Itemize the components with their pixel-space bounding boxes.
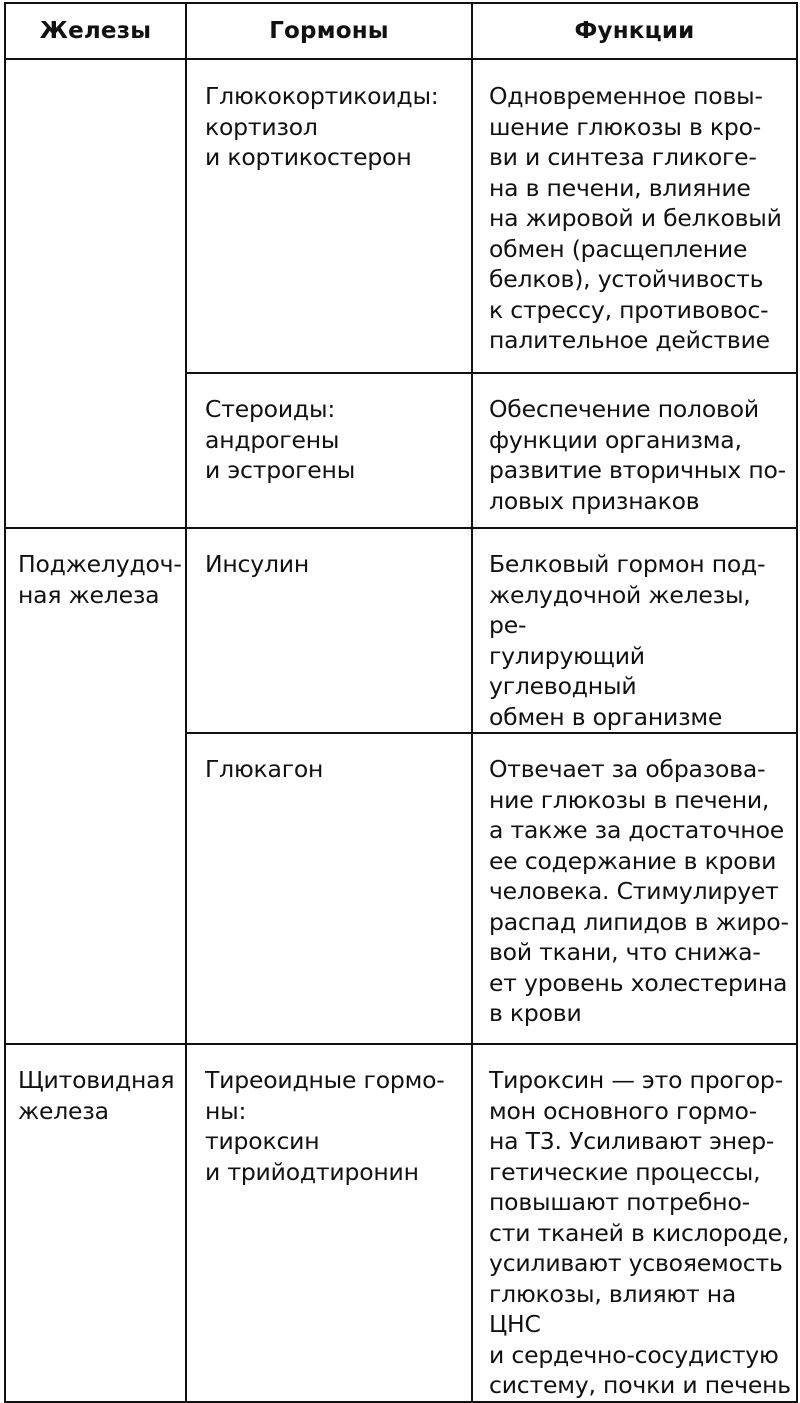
header-functions: Функции xyxy=(472,3,797,59)
hormone-name: Стероиды: андрогены и эстрогены xyxy=(205,395,356,484)
hormone-function: Обеспечение половой функции организма, развитие вторичных по- ловых признаков xyxy=(489,395,786,515)
function-cell xyxy=(472,59,797,373)
hormone-cell xyxy=(186,733,472,1044)
gland-cell xyxy=(5,1044,186,1402)
table-header-row xyxy=(5,3,797,59)
hormone-name: Глюкокортикоиды: кортизол и кортикостерон xyxy=(205,82,439,171)
hormone-name: Глюкагон xyxy=(205,755,324,783)
hormone-cell xyxy=(186,528,472,733)
gland-cell xyxy=(5,59,186,528)
gland-name: Поджелудоч- ная железа xyxy=(18,550,182,609)
hormone-name: Тиреоидные гормо- ны: тироксин и трийодтиронин xyxy=(205,1066,445,1186)
hormone-name: Инсулин xyxy=(205,550,310,578)
table-row xyxy=(5,528,797,733)
header-glands: Железы xyxy=(5,3,186,59)
hormone-cell xyxy=(186,373,472,528)
function-cell xyxy=(472,528,797,733)
table-row xyxy=(5,1044,797,1402)
function-cell xyxy=(472,373,797,528)
gland-name xyxy=(6,60,185,81)
function-cell xyxy=(472,1044,797,1402)
function-cell xyxy=(472,733,797,1044)
hormone-cell xyxy=(186,1044,472,1402)
hormone-table xyxy=(4,2,798,1403)
gland-name: Щитовидная железа xyxy=(18,1066,175,1125)
gland-cell xyxy=(5,528,186,1044)
hormone-function: Одновременное повы- шение глюкозы в кро- ви и синтеза гликоге- на в печени, влияние на жировой и белковый обмен (расщепление белков), устойчивость к стрессу, противовос- палительное действие xyxy=(489,82,782,354)
hormone-function: Отвечает за образова- ние глюкозы в печени, а также за достаточное ее содержание в крови человека. Стимулирует распад липидов в жиро- вой ткани, что снижа- ет уровень холестерина в крови xyxy=(489,755,789,1027)
hormone-cell xyxy=(186,59,472,373)
hormone-function: Белковый гормон под- желудочной железы, ре- гулирующий углеводный обмен в организме xyxy=(489,550,766,731)
table-row xyxy=(5,59,797,373)
header-hormones: Гормоны xyxy=(186,3,472,59)
hormone-function: Тироксин — это прогор- мон основного гормо- на Т3. Усиливают энер- гетические процессы, повышают потребно- сти тканей в кислороде, усиливают усвояемость глюкозы, влияют на ЦНС и сердечно-сосудистую систему, почки и печень xyxy=(489,1066,791,1399)
